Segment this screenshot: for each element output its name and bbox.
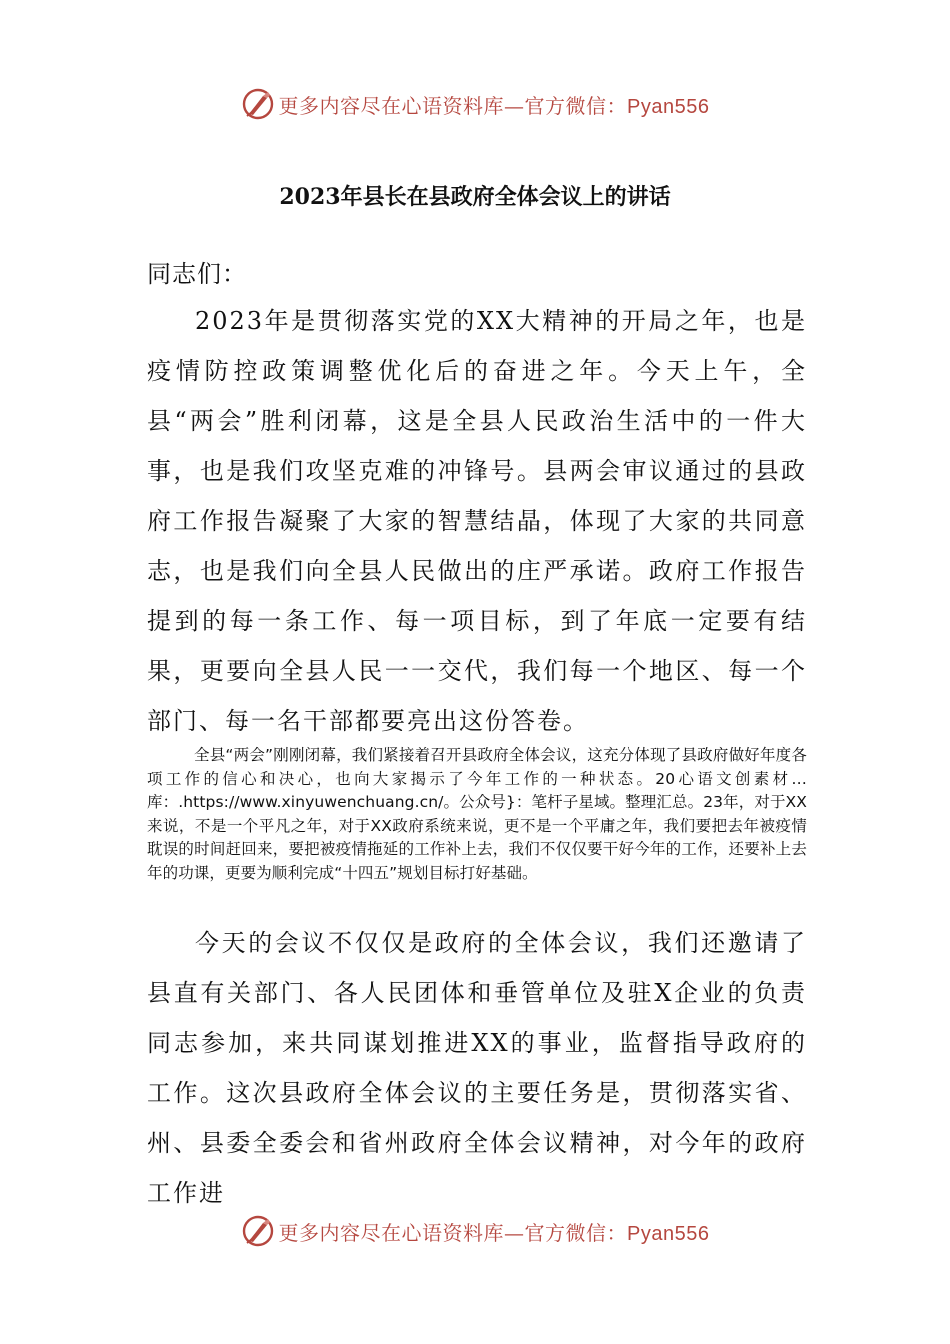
wechat-id: Pyan556 — [627, 95, 710, 118]
paragraph-2-small-print: 全县“两会”刚刚闭幕，我们紧接着召开县政府全体会议，这充分体现了县政府做好年度各项工作的信心和决心，也向大家揭示了今年工作的一种状态。20心语文创素材…库：.https://www.xinyuwenchuang.cn/。公众号}：笔杆子星域。整理汇总。23年，对于XX来说，不是一个平凡之年，对于XX政府系统来说，更不是一个平庸之年，我们要把去年被疫情耽误的时间赶回来，要把被疫情拖延的工作补上去，我们不仅仅要干好今年的工作，还要补上去年的功课，更要为顺利完成“十四五”规划目标打好基础。 — [147, 746, 807, 882]
banner-text: 更多内容尽在心语资料库—官方微信：Pyan556 — [278, 93, 710, 118]
wechat-id: Pyan556 — [627, 1222, 710, 1245]
document-title: 2023年县长在县政府全体会议上的讲话 — [279, 184, 671, 210]
banner-text: 更多内容尽在心语资料库—官方微信：Pyan556 — [278, 1220, 710, 1245]
footer-watermark-banner — [0, 1211, 950, 1251]
header-watermark-banner — [0, 84, 950, 124]
paragraph-1: 2023年是贯彻落实党的XX大精神的开局之年，也是疫情防控政策调整优化后的奋进之年。今天上午，全县“两会”胜利闭幕，这是全县人民政治生活中的一件大事，也是我们攻坚克难的冲锋号。县两会审议通过的县政府工作报告凝聚了大家的智慧结晶，体现了大家的共同意志，也是我们向全县人民做出的庄严承诺。政府工作报告提到的每一条工作、每一项目标，到了年底一定要有结果，更要向全县人民一一交代，我们每一个地区、每一个部门、每一名干部都要亮出这份答卷。 — [147, 307, 807, 735]
salutation: 同志们： — [147, 260, 247, 288]
paragraph-3: 今天的会议不仅仅是政府的全体会议，我们还邀请了县直有关部门、各人民团体和垂管单位及驻X企业的负责同志参加，来共同谋划推进XX的事业，监督指导政府的工作。这次县政府全体会议的主要任务是，贯彻落实省、州、县委全委会和省州政府全体会议精神，对今年的政府工作进 — [147, 929, 807, 1207]
quill-pen-logo-icon — [241, 87, 275, 121]
quill-pen-logo-icon — [241, 1214, 275, 1248]
